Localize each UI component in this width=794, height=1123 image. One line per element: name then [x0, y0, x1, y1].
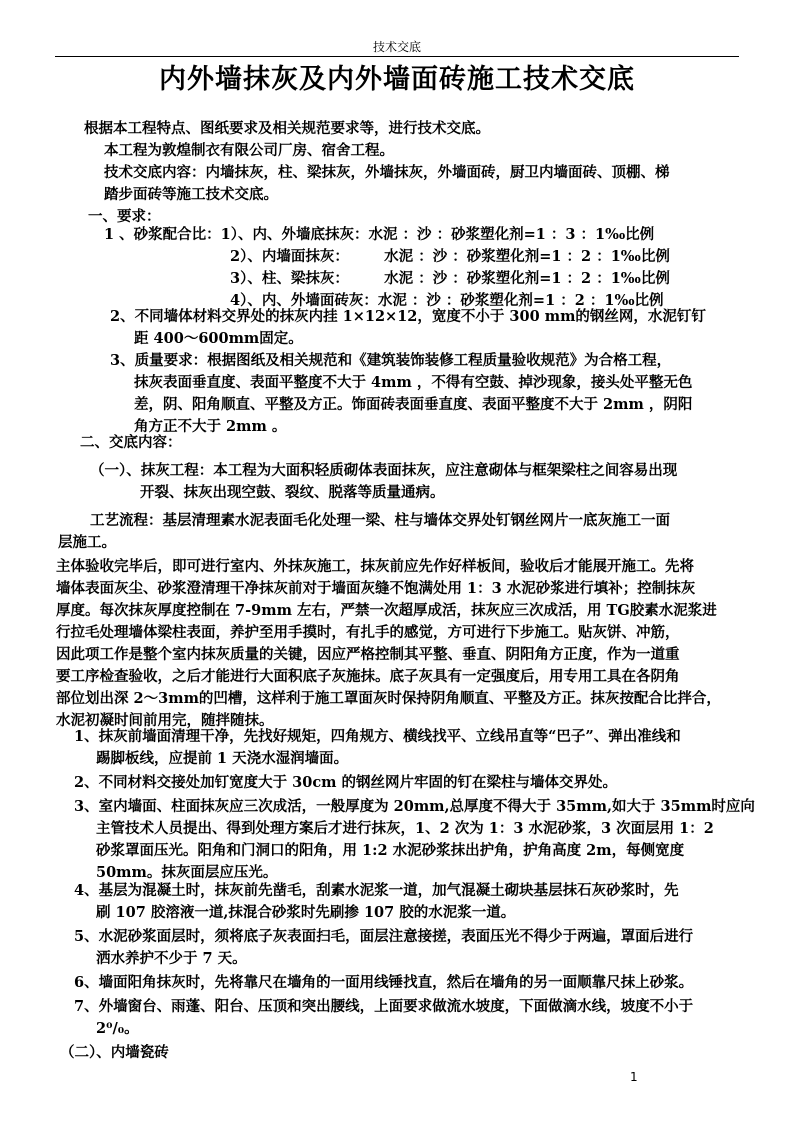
- list-item: 刷 107 胶溶液一道,抹混合砂浆时先刷掺 107 胶的水泥浆一道。: [96, 904, 516, 921]
- body-line: 部位划出深 2～3mm的凹槽，这样利于施工罩面灰时保持阴角顺直、平整及方正。抹灰按配合比拌合，: [56, 690, 721, 707]
- list-item: 50mm。抹灰面层应压光。: [96, 864, 278, 881]
- document-title: 内外墙抹灰及内外墙面砖施工技术交底: [159, 64, 635, 95]
- list-item: 3、室内墙面、柱面抹灰应三次成活，一般厚度为 20mm,总厚度不得大于 35mm,如大于 35mm时应向: [74, 798, 755, 815]
- mix-ratio-line: 3）、柱、梁抹灰： 水泥 ：沙 ：砂浆塑化剂=1 ：2 ：1‰比例: [230, 270, 670, 287]
- list-item: 2⁰/₀。: [96, 1020, 139, 1037]
- subsection-line: （一）、抹灰工程：本工程为大面积轻质砌体表面抹灰，应注意砌体与框架梁柱之间容易出现: [90, 462, 678, 479]
- mix-ratio-line: 4）、内、外墙面砖灰：水泥 ：沙 ：砂浆塑化剂=1 ：2 ：1‰比例: [230, 292, 664, 309]
- requirement-line: 抹灰表面垂直度、表面平整度不大于 4mm ，不得有空鼓、掉沙现象，接头处平整无色: [134, 374, 693, 391]
- body-line: 因此项工作是整个室内抹灰质量的关键，因应严格控制其平整、垂直、阴阳角方正度，作为一道重: [56, 646, 680, 663]
- requirement-line: 3、质量要求：根据图纸及相关规范和《建筑装饰装修工程质量验收规范》为合格工程，: [110, 352, 672, 369]
- list-item: 4、基层为混凝土时，抹灰前先凿毛，刮素水泥浆一道，加气混凝土砌块基层抹石灰砂浆时，先: [74, 882, 679, 899]
- body-line: 要工序检查验收，之后才能进行大面积底子灰施抹。底子灰具有一定强度后，用专用工具在各阴角: [56, 668, 680, 685]
- mix-ratio-line: 1 、砂浆配合比：1）、内、外墙底抹灰：水泥 ：沙 ：砂浆塑化剂=1 ：3 ：1‰比例: [104, 226, 655, 243]
- body-line: 主体验收完毕后，即可进行室内、外抹灰施工，抹灰前应先作好样板间，验收后才能展开施工。先将: [56, 558, 694, 575]
- intro-line: 踏步面砖等施工技术交底。: [104, 186, 278, 203]
- list-item: 6、墙面阳角抹灰时，先将靠尺在墙角的一面用线锤找直，然后在墙角的另一面顺靠尺抹上砂浆。: [74, 974, 694, 991]
- section-heading: 一、要求：: [88, 208, 161, 225]
- list-item: 7、外墙窗台、雨蓬、阳台、压顶和突出腰线，上面要求做流水坡度，下面做滴水线，坡度不小于: [74, 998, 694, 1015]
- list-item: 踢脚板线，应提前 1 天浇水湿润墙面。: [96, 750, 349, 767]
- intro-line: 根据本工程特点、图纸要求及相关规范要求等，进行技术交底。: [84, 120, 490, 137]
- subsection-line: 开裂、抹灰出现空鼓、裂纹、脱落等质量通病。: [140, 484, 445, 501]
- requirement-line: 角方正不大于 2mm 。: [134, 418, 287, 435]
- intro-line: 本工程为敦煌制衣有限公司厂房、宿舍工程。: [104, 142, 394, 159]
- requirement-line: 差，阴、阳角顺直、平整及方正。饰面砖表面垂直度、表面平整度不大于 2mm ，阴阳: [134, 396, 693, 413]
- process-line: 层施工。: [58, 534, 116, 551]
- list-item: 5、水泥砂浆面层时，须将底子灰表面扫毛，面层注意接搓，表面压光不得少于两遍，罩面后进行: [74, 928, 694, 945]
- body-line: 墙体表面灰尘、砂浆澄清理干净抹灰前对于墙面灰缝不饱满处用 1：3 水泥砂浆进行填补；控制抹灰: [56, 580, 696, 597]
- page-number: 1: [630, 1070, 638, 1084]
- mix-ratio-line: 2）、内墙面抹灰： 水泥 ：沙 ：砂浆塑化剂=1 ：2 ：1‰比例: [230, 248, 670, 265]
- list-item: 2、不同材料交接处加钉宽度大于 30cm 的钢丝网片牢固的钉在梁柱与墙体交界处。: [74, 774, 618, 791]
- body-line: 水泥初凝时间前用完，随拌随抹。: [56, 712, 274, 729]
- subsection-heading: （二）、内墙瓷砖: [60, 1044, 169, 1061]
- body-line: 行拉毛处理墙体梁柱表面，养护至用手摸时，有扎手的感觉，方可进行下步施工。贴灰饼、冲筋，: [56, 624, 680, 641]
- process-line: 工艺流程：基层清理素水泥表面毛化处理一梁、柱与墙体交界处钉钢丝网片一底灰施工一面: [90, 512, 670, 529]
- intro-line: 技术交底内容：内墙抹灰，柱、梁抹灰，外墙抹灰，外墙面砖，厨卫内墙面砖、顶棚、梯: [104, 164, 670, 181]
- section-heading: 二、交底内容：: [80, 434, 182, 451]
- list-item: 砂浆罩面压光。阳角和门洞口的阳角，用 1:2 水泥砂浆抹出护角，护角高度 2m，每侧宽度: [96, 842, 685, 859]
- list-item: 1、抹灰前墙面清理干净，先找好规矩，四角规方、横线找平、立线吊直等“巴子”、弹出准线和: [74, 728, 681, 745]
- requirement-line: 距 400～600mm固定。: [134, 330, 303, 347]
- list-item: 主管技术人员提出、得到处理方案后才进行抹灰，1、2 次为 1：3 水泥砂浆，3 次面层用 1：2: [96, 820, 714, 837]
- header-rule: [55, 56, 739, 57]
- body-line: 厚度。每次抹灰厚度控制在 7-9mm 左右，严禁一次超厚成活，抹灰应三次成活，用 TG胶素水泥浆进: [56, 602, 717, 619]
- list-item: 洒水养护不少于 7 天。: [96, 950, 247, 967]
- requirement-line: 2、不同墙体材料交界处的抹灰内挂 1×12×12，宽度不小于 300 mm的钢丝网，水泥钉钉: [110, 308, 706, 325]
- page-header: 技术交底: [372, 40, 421, 54]
